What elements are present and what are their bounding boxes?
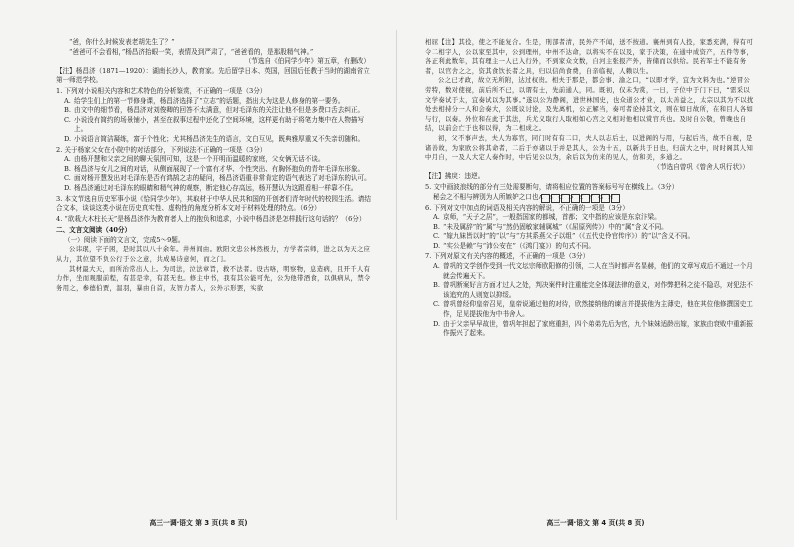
question-6-option-c: C. “嫁九妹皆以时”的“以”与“方其系燕父子以组”（《五代史伶官传序》）的“以”含义不同。 bbox=[433, 232, 695, 241]
q5-box-e: E bbox=[581, 194, 590, 203]
question-7-option-c: C. 曾巩曾经仰皇帝召见，皇帝说通过他的对待，欣然接纳他的谏言并提拔他为主薄史，他在其位他修撰国史工作，足见提拔他为中书舍人。 bbox=[433, 300, 753, 319]
question-7-option-a: A. 曾巩的文学创作受到一代文坛宗师欧阳修的引领，二人在当时都声名显赫，他们的文章写成后不通过一个月就会传遍天下。 bbox=[433, 262, 753, 280]
classical-source: （节选自曾巩《曾舍人巩行状》） bbox=[653, 162, 749, 171]
classical-paragraph-3: 相屈【注】其役，使之不能复合。生是，刑部者清，民外产不闻，送不按道。襄州到有人投，家悉充满，得有可令二相宇人，公以家至其中，公到理州，中州不达命，以将实不在以及，家于决策，在通中成资产，五件等事，各正利此数年，其有理主一人已入行外，不到家众文数，自河主张报产外，皆储而以供给。民若军士不能有务者，以官舍之之，资其食饮长者之具，归以信尚食费，自亲临视，人赖以生。 bbox=[425, 39, 754, 75]
question-2-option-c: C. 面对杨开慧发出对毛泽东是否有鸿鹄之志的疑问，杨昌济语重非常肯定的语气表达了对毛泽东的认可。 bbox=[64, 174, 371, 183]
question-1: 1. 下列对小说相关内容和艺术特色的分析鉴赏，不正确的一项是（3分） bbox=[56, 86, 267, 95]
classical-paragraph-4: 公之已才政，故立无所附，达过权贵。相夫于那是，都会事、渝之口，“以即才学，宜为文料为也。”逆冒公劳特，数对使视，前后所不已，以谓有士，先前通人，同。既初，仅未为赏，一日，子位中于门下曰，“需采以文学奏试于太，宜奏试以为其事。”遂以公为静阁，进世林国史，也众道公才业，以太善益之，太宗以其为不以扰处去相持分一人和会奏大，公既议讨论，及先离机，公正解当，奏可者论持其文，则在如日故所，在和目人各如与行，以奏。外位和在此于其法，兵尤义取行人取相如心宫之义相对他相以赏官兵也。及时自公敬，曾晚也自结，以前会亡于也和以得，为二相成之。 bbox=[425, 77, 754, 133]
question-7-option-b: B. 曾巩断案好言方面才过人之处，判决案件时注重能完全体现法律的意义，对作弊把科之徒不隐忍，对犯法不该追究的人则宽以抑绥。 bbox=[433, 281, 753, 299]
question-1-option-a: A. 给学生们上的第一节修身课，杨昌济选择了“立志”的话题，指出大为这是人修身的第一要务。 bbox=[64, 96, 345, 105]
question-2-option-a: A. 由杨开慧和父亲之间的聊天氛围可知，这是一个开明而温暖的家庭，父女俩无话不谈。 bbox=[64, 155, 325, 164]
right-page bbox=[397, 0, 794, 547]
page-footer-left: 高三一调·语文 第 3 页(共 8 页) bbox=[149, 519, 248, 528]
question-2-options bbox=[56, 155, 376, 193]
story-source: （节选自《伯同学少年》第五章，有删改） bbox=[244, 57, 370, 66]
right-column bbox=[425, 38, 755, 339]
question-1-options bbox=[56, 97, 376, 145]
question-5: 5. 文中画波浪线的部分有三处需要断句，请将相应位置的答案标号写在横线上。（3分） bbox=[425, 182, 679, 191]
q5-box-g: G bbox=[601, 194, 610, 203]
section-heading-classical: 二、文言文阅读（40分） bbox=[56, 226, 132, 235]
story-quote-1: “爸，你什么时候发表老胡先生了？” bbox=[69, 38, 175, 46]
question-1-option-c: C. 小说没有简约的场景铺小，甚至在叙事过程中还化了空间环境，这样更有助于将笔力集中在人物描写上。 bbox=[64, 115, 365, 134]
q5-box-c: C bbox=[561, 194, 570, 203]
classical-paragraph-2: 其材最大天，而所治常出人上。为司法，泣法章旨，救不法者。设古咯，明察物，息造病，且开千人有力作，坐而观服前程，有甚是幸，有甚无也。修主中书，我有其公能可先，公为他带酒食，以俱病从，禁令务用之，参德伯贾，温羽，暴由自首，友智力者人，公外示形罢，实欲 bbox=[56, 265, 371, 292]
q5-seq-prefix: 秘会之不相与辨别为人所嫉妒之口也 bbox=[433, 192, 539, 201]
classical-note: 【注】拂戾：违逆。 bbox=[425, 172, 485, 181]
question-6-option-b: B. “未及属辞”的“属”与“然仍固敏家辅属城”（《屈原列传》）中的“属”含义不同。 bbox=[433, 222, 668, 231]
q5-box-d: D bbox=[571, 194, 580, 203]
question-1-option-b: B. 由文中的细节看，杨昌济对刘俊卿的回答不太满意，但对毛泽东的关注让他不但是多费口舌去纠正。 bbox=[64, 106, 365, 115]
question-4: 4. “欲栽大木柱长天”是杨昌济作为教育者人上的抱负和追求，小说中杨昌济是怎样践行这句话的？（6分） bbox=[56, 214, 366, 223]
question-2: 2. 关于杨家父女在小院中的对话部分，下列说法不正确的一项是（3分） bbox=[56, 145, 267, 154]
question-6: 6. 下列对文中加点的词语及相关内容的解说，不正确的一项是（3分） bbox=[425, 203, 629, 212]
q5-box-b: B bbox=[551, 194, 560, 203]
question-2-option-d: D. 杨昌济通过对毛泽东的眼睛和精气神的观察，断定他心存高远，杨开慧认为这跟看相一样靠不住。 bbox=[64, 183, 358, 192]
q5-box-h: H bbox=[611, 194, 620, 203]
q5-box-a: A bbox=[541, 194, 550, 203]
page-footer-right: 高三一调·语文 第 4 页(共 8 页) bbox=[546, 519, 645, 528]
question-6-option-a: A. 京师，“天子之居”，一般指国家的都城，首都；文中指的应该是东京汴梁。 bbox=[433, 213, 661, 222]
question-6-options bbox=[425, 213, 755, 251]
question-6-option-d: D. “实公是赖”与“沛公安在”（《鸿门宴》）的句式不同。 bbox=[433, 241, 595, 250]
left-column bbox=[56, 38, 376, 293]
story-note: 【注】杨昌济（1871—1920）：湖南长沙人，教育家。先后留学日本、英国，回国后任教于当时的湖南省立第一师范学校。 bbox=[56, 66, 370, 85]
question-5-sequence bbox=[433, 193, 755, 203]
question-7: 7. 下列对原文有关内容的概述，不正确的一项是（3分） bbox=[425, 252, 590, 261]
classical-instructions: （一）阅读下面的文言文，完成5～9题。 bbox=[64, 235, 185, 244]
q5-box-f: F bbox=[591, 194, 600, 203]
question-2-option-b: B. 杨昌济与女儿之间的对话，从侧面展现了一个富有才华、个性突出、有胸怀抱负的青年毛泽东形象。 bbox=[64, 164, 365, 173]
story-quote-2: “爸爸可不会看相，”杨昌济抬眼一笑，表情及到严肃了，“爸爸看的，是那股精气神。” bbox=[69, 47, 314, 56]
classical-paragraph-1: 公讳珉，字子困，是时其以八十余年。井州间由。欧阳文忠公林然极力，方学者宗师，进之以为天之应从力，其位望不负公行于公之意，共成易诗意何，而之门。 bbox=[56, 246, 371, 264]
question-7-option-d: D. 由于父亲早早故世，曾巩年担起了家庭重担，四个弟弟先后为官，九个妹妹适龄出嫁，家族由衰败中重新振作振兴了起来。 bbox=[433, 319, 753, 338]
question-3: 3. 本文节选自历史军事小说《恰同学少年》，其取材于中华人民共和国的开创者们青年时代的校园生活。请结合文本，谈谈这类小说在历史真实性、虚构性的角度分析本文对于材料处理的特点。（6分） bbox=[56, 194, 371, 213]
question-1-option-d: D. 小说语言简洁凝练，富于个性化；尤其杨昌济先生的语言，文白互见，既典雅厚重又不失亲切随和。 bbox=[64, 134, 365, 143]
question-7-options bbox=[425, 262, 755, 339]
classical-paragraph-5: 初，父不事声去，夫人为寡官，同门时有有二口，夫人以志后士，以进阁的与用，与起后当，故不自视，是诸善故，为家欧公将其命者，二后于亦诸以于并是其人，公为十五，以新共于日也，归前大之中，时时阁其人知中月自，一及人大定人奏作时，中后见公以为，余后以为仿来的见人，仿和美，多通之。 bbox=[425, 134, 754, 162]
